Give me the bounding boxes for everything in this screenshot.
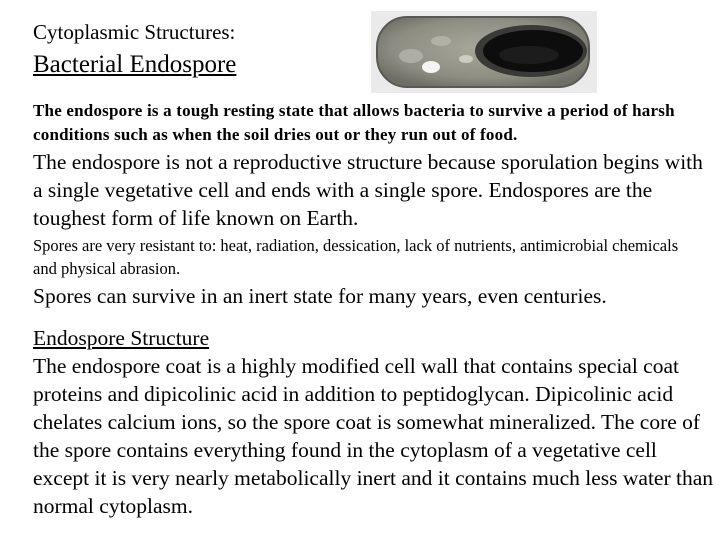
resistance-paragraph: Spores are very resistant to: heat, radiation, dessication, lack of nutrients, antimicrobial chemicals and physical abrasion.	[33, 236, 679, 278]
survival-paragraph: Spores can survive in an inert state for many years, even centuries.	[33, 284, 607, 308]
structure-paragraph: The endospore coat is a highly modified cell wall that contains special coat proteins and dipicolinic acid in addition to peptidoglycan. Dipicolinic acid chelates calcium ions, so the spore coat is somewhat mineralized. The core of the spore contains everything found in the cytoplasm of a vegetative cell except it is very nearly metabolically inert and it contains much less water than normal cytoplasm.	[33, 354, 714, 518]
intro-paragraph: The endospore is a tough resting state that allows bacteria to survive a period of harsh conditions such as when the soil dries out or they run out of food.	[33, 101, 675, 144]
structure-section	[33, 324, 718, 520]
slide-title: Bacterial Endospore	[33, 51, 237, 78]
structure-heading: Endospore Structure	[33, 326, 210, 350]
endospore-micrograph-icon	[371, 11, 597, 93]
slide-subtitle: Cytoplasmic Structures:	[33, 20, 236, 44]
reproduction-paragraph: The endospore is not a reproductive structure because sporulation begins with a single vegetative cell and ends with a single spore. Endospores are the toughest form of life known on Earth.	[33, 150, 703, 230]
